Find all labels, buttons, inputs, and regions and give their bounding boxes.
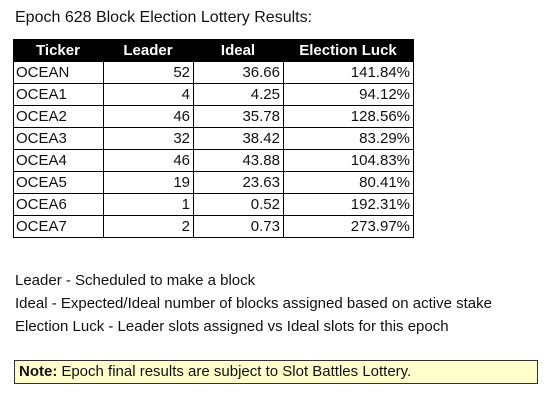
legend-ideal: Ideal - Expected/Ideal number of blocks assigned based on active stake [15,295,492,312]
results-table [13,39,414,238]
table-row [14,106,414,128]
ticker-cell: OCEAN [14,62,104,84]
table-header-row [14,40,414,62]
column-header-leader: Leader [104,40,194,62]
election-luck-cell: 273.97% [284,216,414,238]
ideal-cell: 43.88 [194,150,284,172]
table-row [14,150,414,172]
election-luck-cell: 128.56% [284,106,414,128]
election-luck-cell: 83.29% [284,128,414,150]
ideal-cell: 0.52 [194,194,284,216]
table-row [14,172,414,194]
table-row [14,84,414,106]
ideal-cell: 36.66 [194,62,284,84]
table-row [14,128,414,150]
page-title: Epoch 628 Block Election Lottery Results: [15,9,313,26]
ideal-cell: 35.78 [194,106,284,128]
ideal-cell: 38.42 [194,128,284,150]
election-luck-cell: 141.84% [284,62,414,84]
column-header-ticker: Ticker [14,40,104,62]
election-luck-cell: 94.12% [284,84,414,106]
leader-cell: 52 [104,62,194,84]
column-header-ideal: Ideal [194,40,284,62]
leader-cell: 46 [104,106,194,128]
election-luck-cell: 192.31% [284,194,414,216]
ticker-cell: OCEA7 [14,216,104,238]
ticker-cell: OCEA1 [14,84,104,106]
ticker-cell: OCEA4 [14,150,104,172]
election-luck-cell: 104.83% [284,150,414,172]
ticker-cell: OCEA2 [14,106,104,128]
legend-leader: Leader - Scheduled to make a block [15,272,256,289]
table-row [14,194,414,216]
leader-cell: 46 [104,150,194,172]
leader-cell: 2 [104,216,194,238]
leader-cell: 1 [104,194,194,216]
ideal-cell: 23.63 [194,172,284,194]
leader-cell: 4 [104,84,194,106]
note-box [14,360,538,384]
note-label: Note: [19,363,58,380]
table-row [14,62,414,84]
leader-cell: 32 [104,128,194,150]
ticker-cell: OCEA5 [14,172,104,194]
leader-cell: 19 [104,172,194,194]
column-header-election-luck: Election Luck [284,40,414,62]
ticker-cell: OCEA3 [14,128,104,150]
ideal-cell: 4.25 [194,84,284,106]
election-luck-cell: 80.41% [284,172,414,194]
ideal-cell: 0.73 [194,216,284,238]
legend-election-luck: Election Luck - Leader slots assigned vs Ideal slots for this epoch [15,318,449,335]
table-row [14,216,414,238]
note-text: Epoch final results are subject to Slot Battles Lottery. [61,363,412,380]
legend [15,269,492,338]
ticker-cell: OCEA6 [14,194,104,216]
